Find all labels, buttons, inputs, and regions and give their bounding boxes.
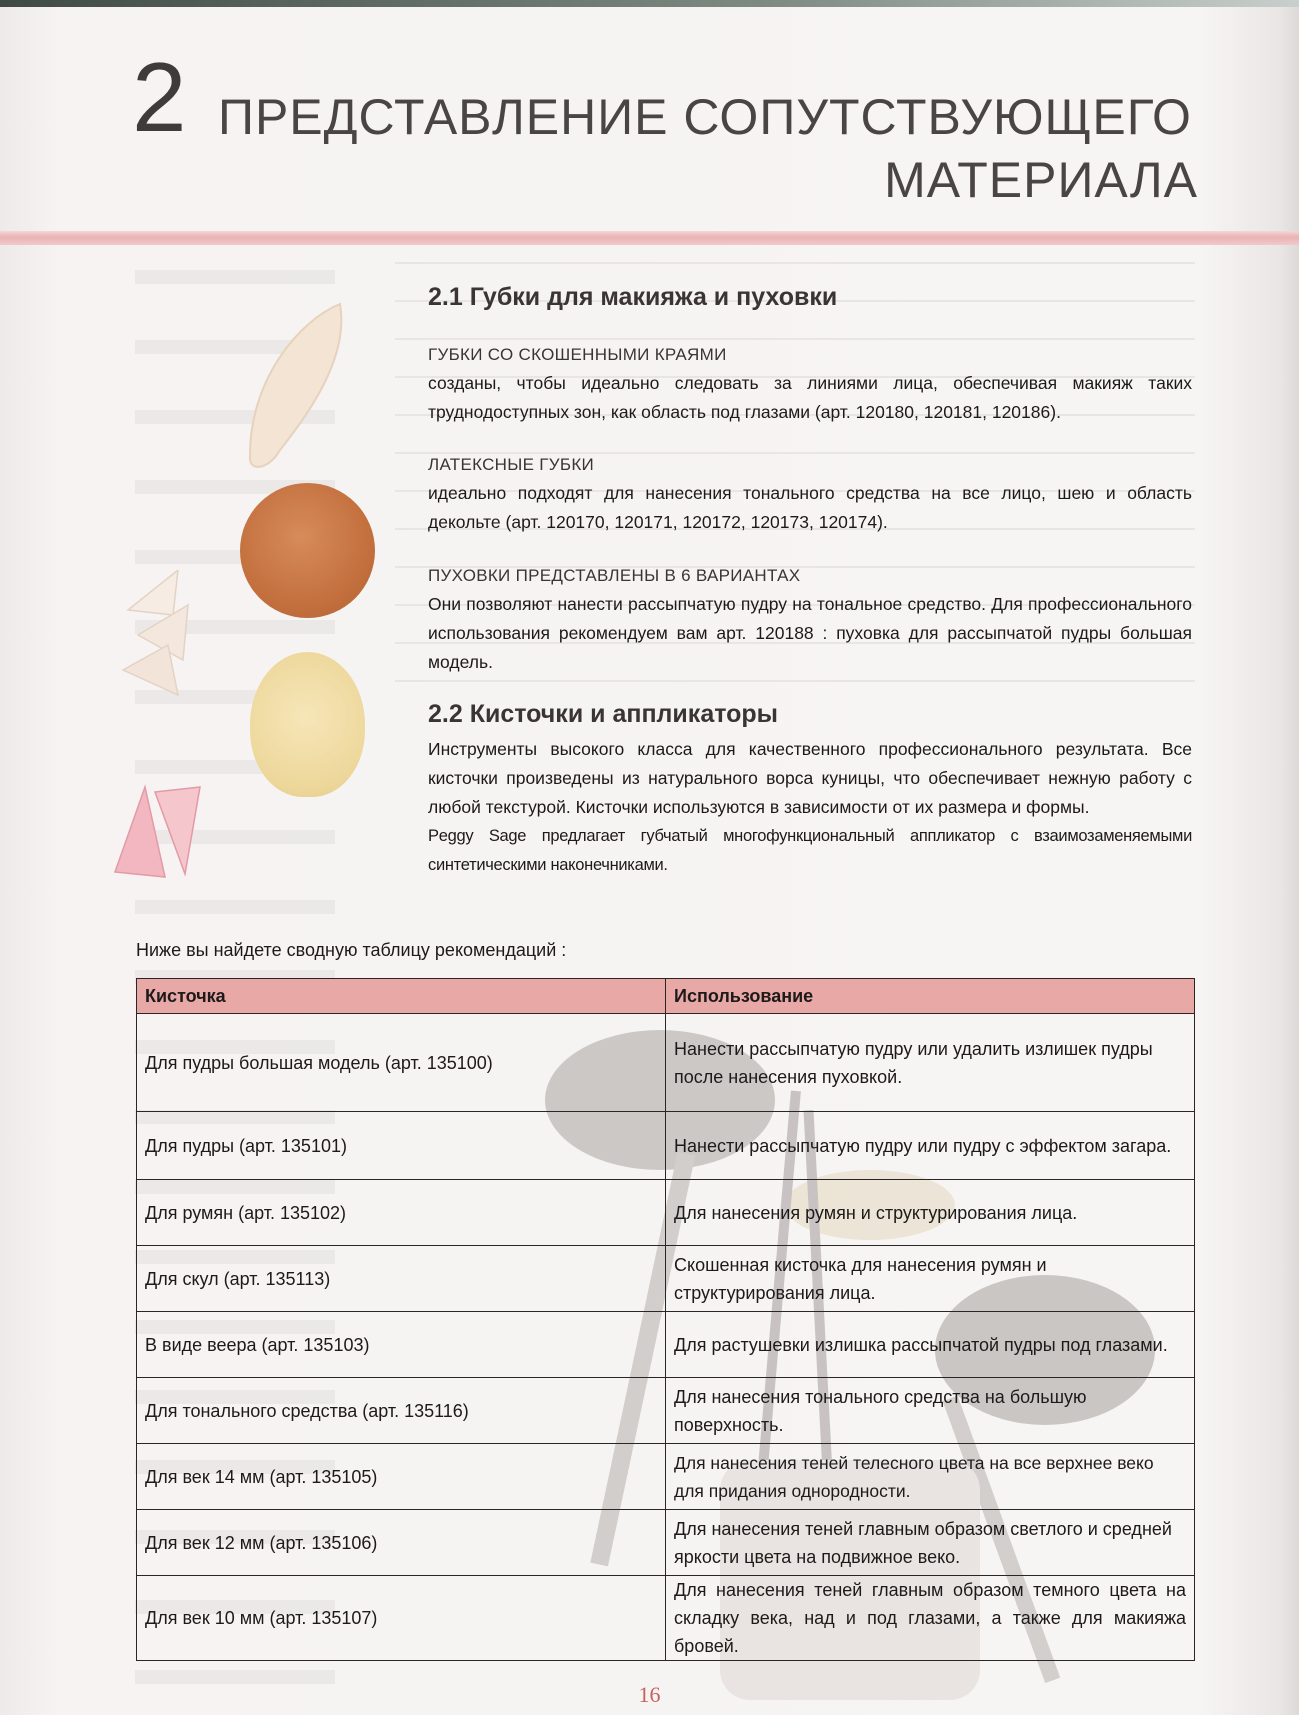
brush-cell: Для пудры большая модель (арт. 135100) xyxy=(137,1014,666,1112)
usage-cell: Для нанесения румян и структурирования лица. xyxy=(666,1180,1195,1246)
page-number: 16 xyxy=(638,1682,661,1707)
bevel-sponge-image xyxy=(240,300,350,472)
brush-cell: В виде веера (арт. 135103) xyxy=(137,1312,666,1378)
table-row xyxy=(137,1014,1195,1112)
usage-cell: Для нанесения теней главным образом темного цвета на складку века, над и под глазами, а также для макияжа бровей. xyxy=(666,1576,1195,1661)
table-row xyxy=(137,1180,1195,1246)
table-row xyxy=(137,1444,1195,1510)
brush-cell: Для румян (арт. 135102) xyxy=(137,1180,666,1246)
section-text-applicator: Peggy Sage предлагает губчатый многофункциональный аппликатор с взаимозаменяемыми синтетическими наконечниками. xyxy=(428,827,1192,874)
block-title: ПУХОВКИ ПРЕДСТАВЛЕНЫ В 6 ВАРИАНТАХ xyxy=(428,566,801,585)
usage-cell: Нанести рассыпчатую пудру или удалить излишек пудры после нанесения пуховкой. xyxy=(666,1014,1195,1112)
column-header-brush: Кисточка xyxy=(137,979,666,1014)
top-edge xyxy=(0,0,1299,7)
header-divider xyxy=(0,231,1299,245)
table-row xyxy=(137,1378,1195,1444)
table-header-row xyxy=(137,979,1195,1014)
wedge-sponges-image xyxy=(118,570,218,700)
latex-sponges-block xyxy=(428,455,1192,537)
usage-cell: Скошенная кисточка для нанесения румян и структурирования лица. xyxy=(666,1246,1195,1312)
section-heading: 2.1 Губки для макияжа и пуховки xyxy=(428,283,838,311)
block-title: ЛАТЕКСНЫЕ ГУБКИ xyxy=(428,455,595,474)
brush-cell: Для век 14 мм (арт. 135105) xyxy=(137,1444,666,1510)
usage-cell: Для нанесения теней телесного цвета на все верхнее веко для придания однородности. xyxy=(666,1444,1195,1510)
brush-cell: Для век 10 мм (арт. 135107) xyxy=(137,1576,666,1661)
brush-cell: Для скул (арт. 135113) xyxy=(137,1246,666,1312)
block-text: созданы, чтобы идеально следовать за линиями лица, обеспечивая макияж таких труднодоступных зон, как область под глазами (арт. 120180, 120181, 120186). xyxy=(428,373,1192,422)
usage-cell: Для нанесения теней главным образом светлого и средней яркости цвета на подвижное веко. xyxy=(666,1510,1195,1576)
usage-cell: Для нанесения тонального средства на большую поверхность. xyxy=(666,1378,1195,1444)
chapter-number: 2 xyxy=(132,42,187,152)
block-title: ГУБКИ СО СКОШЕННЫМИ КРАЯМИ xyxy=(428,345,727,364)
table-row xyxy=(137,1246,1195,1312)
brush-cell: Для пудры (арт. 135101) xyxy=(137,1112,666,1180)
section-text: Инструменты высокого класса для качественного профессионального результата. Все кисточки произведены из натурального ворса куницы, что обеспечивает нежную работу с любой текстурой. Кисточки используются в зависимости от их размера и формы. xyxy=(428,739,1192,817)
table-row xyxy=(137,1112,1195,1180)
brush-cell: Для тонального средства (арт. 135116) xyxy=(137,1378,666,1444)
powder-puff-image xyxy=(250,652,365,797)
section-2-1 xyxy=(428,283,1192,312)
powder-puffs-block xyxy=(428,566,1192,677)
pink-wedge-sponges-image xyxy=(110,782,205,882)
table-intro: Ниже вы найдете сводную таблицу рекомендаций : xyxy=(136,940,567,960)
table-row xyxy=(137,1576,1195,1661)
chapter-title-line2: МАТЕРИАЛА xyxy=(884,152,1198,208)
latex-sponge-image xyxy=(240,483,375,618)
brush-recommendation-table xyxy=(136,978,1195,1661)
section-2-2 xyxy=(428,700,1192,880)
brush-cell: Для век 12 мм (арт. 135106) xyxy=(137,1510,666,1576)
table-row xyxy=(137,1312,1195,1378)
block-text: идеально подходят для нанесения тонального средства на все лицо, шею и область декольте (арт. 120170, 120171, 120172, 120173, 120174). xyxy=(428,483,1192,532)
column-header-usage: Использование xyxy=(666,979,1195,1014)
usage-cell: Нанести рассыпчатую пудру или пудру с эффектом загара. xyxy=(666,1112,1195,1180)
bevel-sponges-block xyxy=(428,345,1192,427)
block-text: Они позволяют нанести рассыпчатую пудру на тональное средство. Для профессионального использования рекомендуем вам арт. 120188 : пуховка для рассыпчатой пудры большая модель. xyxy=(428,594,1192,672)
usage-cell: Для растушевки излишка рассыпчатой пудры под глазами. xyxy=(666,1312,1195,1378)
table-row xyxy=(137,1510,1195,1576)
section-heading: 2.2 Кисточки и аппликаторы xyxy=(428,700,779,728)
chapter-title-line1: ПРЕДСТАВЛЕНИЕ СОПУТСТВУЮЩЕГО xyxy=(218,89,1192,145)
